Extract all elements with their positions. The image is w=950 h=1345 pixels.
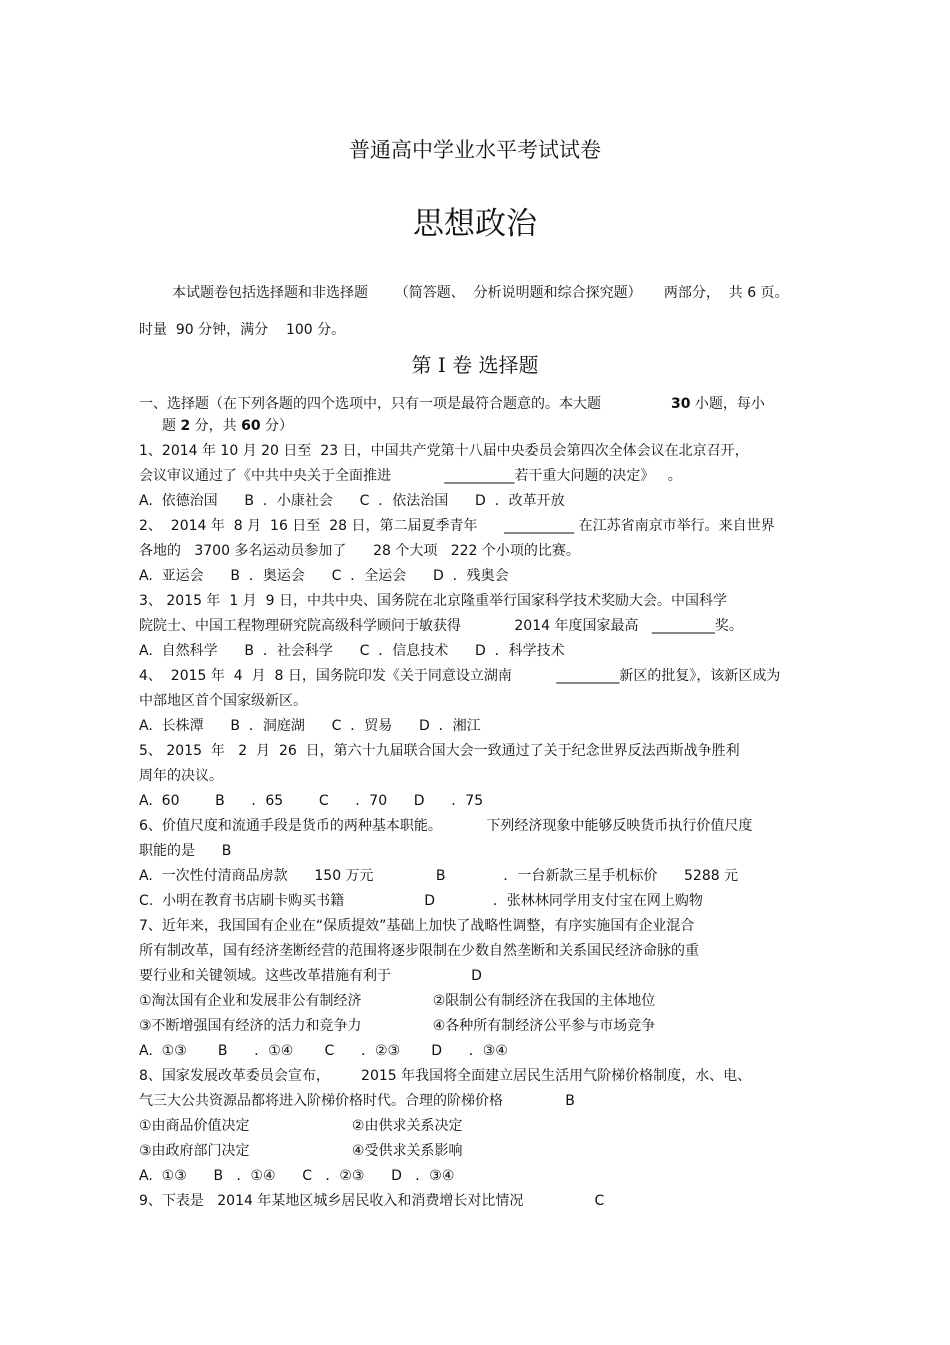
options-line: A. 一次性付清商品房款 150 万元 B ．一台新款三星手机标价 5288 元 — [139, 868, 739, 884]
statement-line: ③由政府部门决定 ④受供求关系影响 — [139, 1143, 463, 1159]
intro-line-2: 时量 90 分钟，满分 100 分。 — [139, 322, 346, 338]
options-line: A. 自然科学 B ．社会科学 C ．信息技术 D ．科学技术 — [139, 643, 565, 659]
scoring-text-c: 分） — [260, 418, 294, 434]
text-line: 6、价值尺度和流通手段是货币的两种基本职能。 下列经济现象中能够反映货币执行价值尺度 — [139, 818, 753, 834]
text-line: 1、2014 年 10 月 20 日至 23 日，中国共产党第十八届中央委员会第四次全体会议在北京召开， — [139, 443, 749, 459]
score-total: 60 — [241, 418, 261, 434]
text-line: 要行业和关键领域。这些改革措施有利于 D — [139, 968, 482, 984]
text-line: 7、近年来，我国国有企业在“保质提效”基础上加快了战略性调整，有序实施国有企业混合 — [139, 918, 695, 934]
exam-title: 普通高中学业水平考试试卷 — [349, 138, 601, 162]
intro-line-1: 本试题卷包括选择题和非选择题 （简答题、 分析说明题和综合探究题） 两部分， 共 6 页。 — [172, 285, 789, 301]
text-line: 中部地区首个国家级新区。 — [139, 693, 307, 709]
statement-line: ①淘汰国有企业和发展非公有制经济 ②限制公有制经济在我国的主体地位 — [139, 993, 656, 1009]
text-line: 会议审议通过了《中共中央关于全面推进 __________若干重大问题的决定》 。 — [139, 468, 682, 484]
text-line: 职能的是 B — [139, 843, 232, 859]
text-line: 9、下表是 2014 年某地区城乡居民收入和消费增长对比情况 C — [139, 1193, 605, 1209]
part1-heading-tail: 小题，每小 — [690, 396, 765, 412]
scoring-text-b: 分，共 — [190, 418, 242, 434]
score-each: 2 — [180, 418, 191, 434]
text-line: 5、 2015 年 2 月 26 日，第六十九届联合国大会一致通过了关于纪念世界反法西斯战争胜利 — [139, 743, 740, 759]
options-line: C. 小明在教育书店刷卡购买书籍 D ．张林林同学用支付宝在网上购物 — [139, 893, 703, 909]
text-line: 院院士、中国工程物理研究院高级科学顾问于敏获得 2014 年度国家最高 _________奖。 — [139, 618, 743, 634]
section-title: 第 I 卷 选择题 — [411, 353, 539, 377]
subject-title: 思想政治 — [413, 206, 537, 242]
options-line: A. 依德治国 B ．小康社会 C ．依法治国 D ．改革开放 — [139, 493, 565, 509]
scoring-text-a: 题 — [162, 418, 181, 434]
options-line: A. ①③ B ．①④ C ．②③ D ．③④ — [139, 1043, 508, 1059]
text-line: 3、 2015 年 1 月 9 日，中共中央、国务院在北京隆重举行国家科学技术奖励大会。中国科学 — [139, 593, 727, 609]
question-count: 30 — [671, 396, 691, 412]
part1-scoring — [162, 416, 293, 436]
part1-heading — [139, 394, 765, 414]
text-line: 2、 2014 年 8 月 16 日至 28 日，第二届夏季青年 __________ 在江苏省南京市举行。来自世界 — [139, 518, 775, 534]
part1-heading-text: 一、选择题（在下列各题的四个选项中，只有一项是最符合题意的。本大题 — [139, 396, 601, 412]
options-line: A. 长株潭 B ．洞庭湖 C ．贸易 D ．湘江 — [139, 718, 481, 734]
text-line: 4、 2015 年 4 月 8 日，国务院印发《关于同意设立湖南 _________新区的批复》，该新区成为 — [139, 668, 781, 684]
text-line: 周年的决议。 — [139, 768, 223, 784]
text-line: 所有制改革，国有经济垄断经营的范围将逐步限制在少数自然垄断和关系国民经济命脉的重 — [139, 943, 699, 959]
options-line: A. ①③ B ．①④ C ．②③ D ．③④ — [139, 1168, 455, 1184]
statement-line: ①由商品价值决定 ②由供求关系决定 — [139, 1118, 463, 1134]
text-line: 各地的 3700 多名运动员参加了 28 个大项 222 个小项的比赛。 — [139, 543, 580, 559]
options-line: A. 亚运会 B ．奥运会 C ．全运会 D ．残奥会 — [139, 568, 509, 584]
text-line: 8、国家发展改革委员会宣布， 2015 年我国将全面建立居民生活用气阶梯价格制度，水、电、 — [139, 1068, 752, 1084]
text-line: 气三大公共资源品都将进入阶梯价格时代。合理的阶梯价格 B — [139, 1093, 575, 1109]
statement-line: ③不断增强国有经济的活力和竞争力 ④各种所有制经济公平参与市场竞争 — [139, 1018, 656, 1034]
options-line: A. 60 B ．65 C ．70 D ．75 — [139, 793, 484, 809]
